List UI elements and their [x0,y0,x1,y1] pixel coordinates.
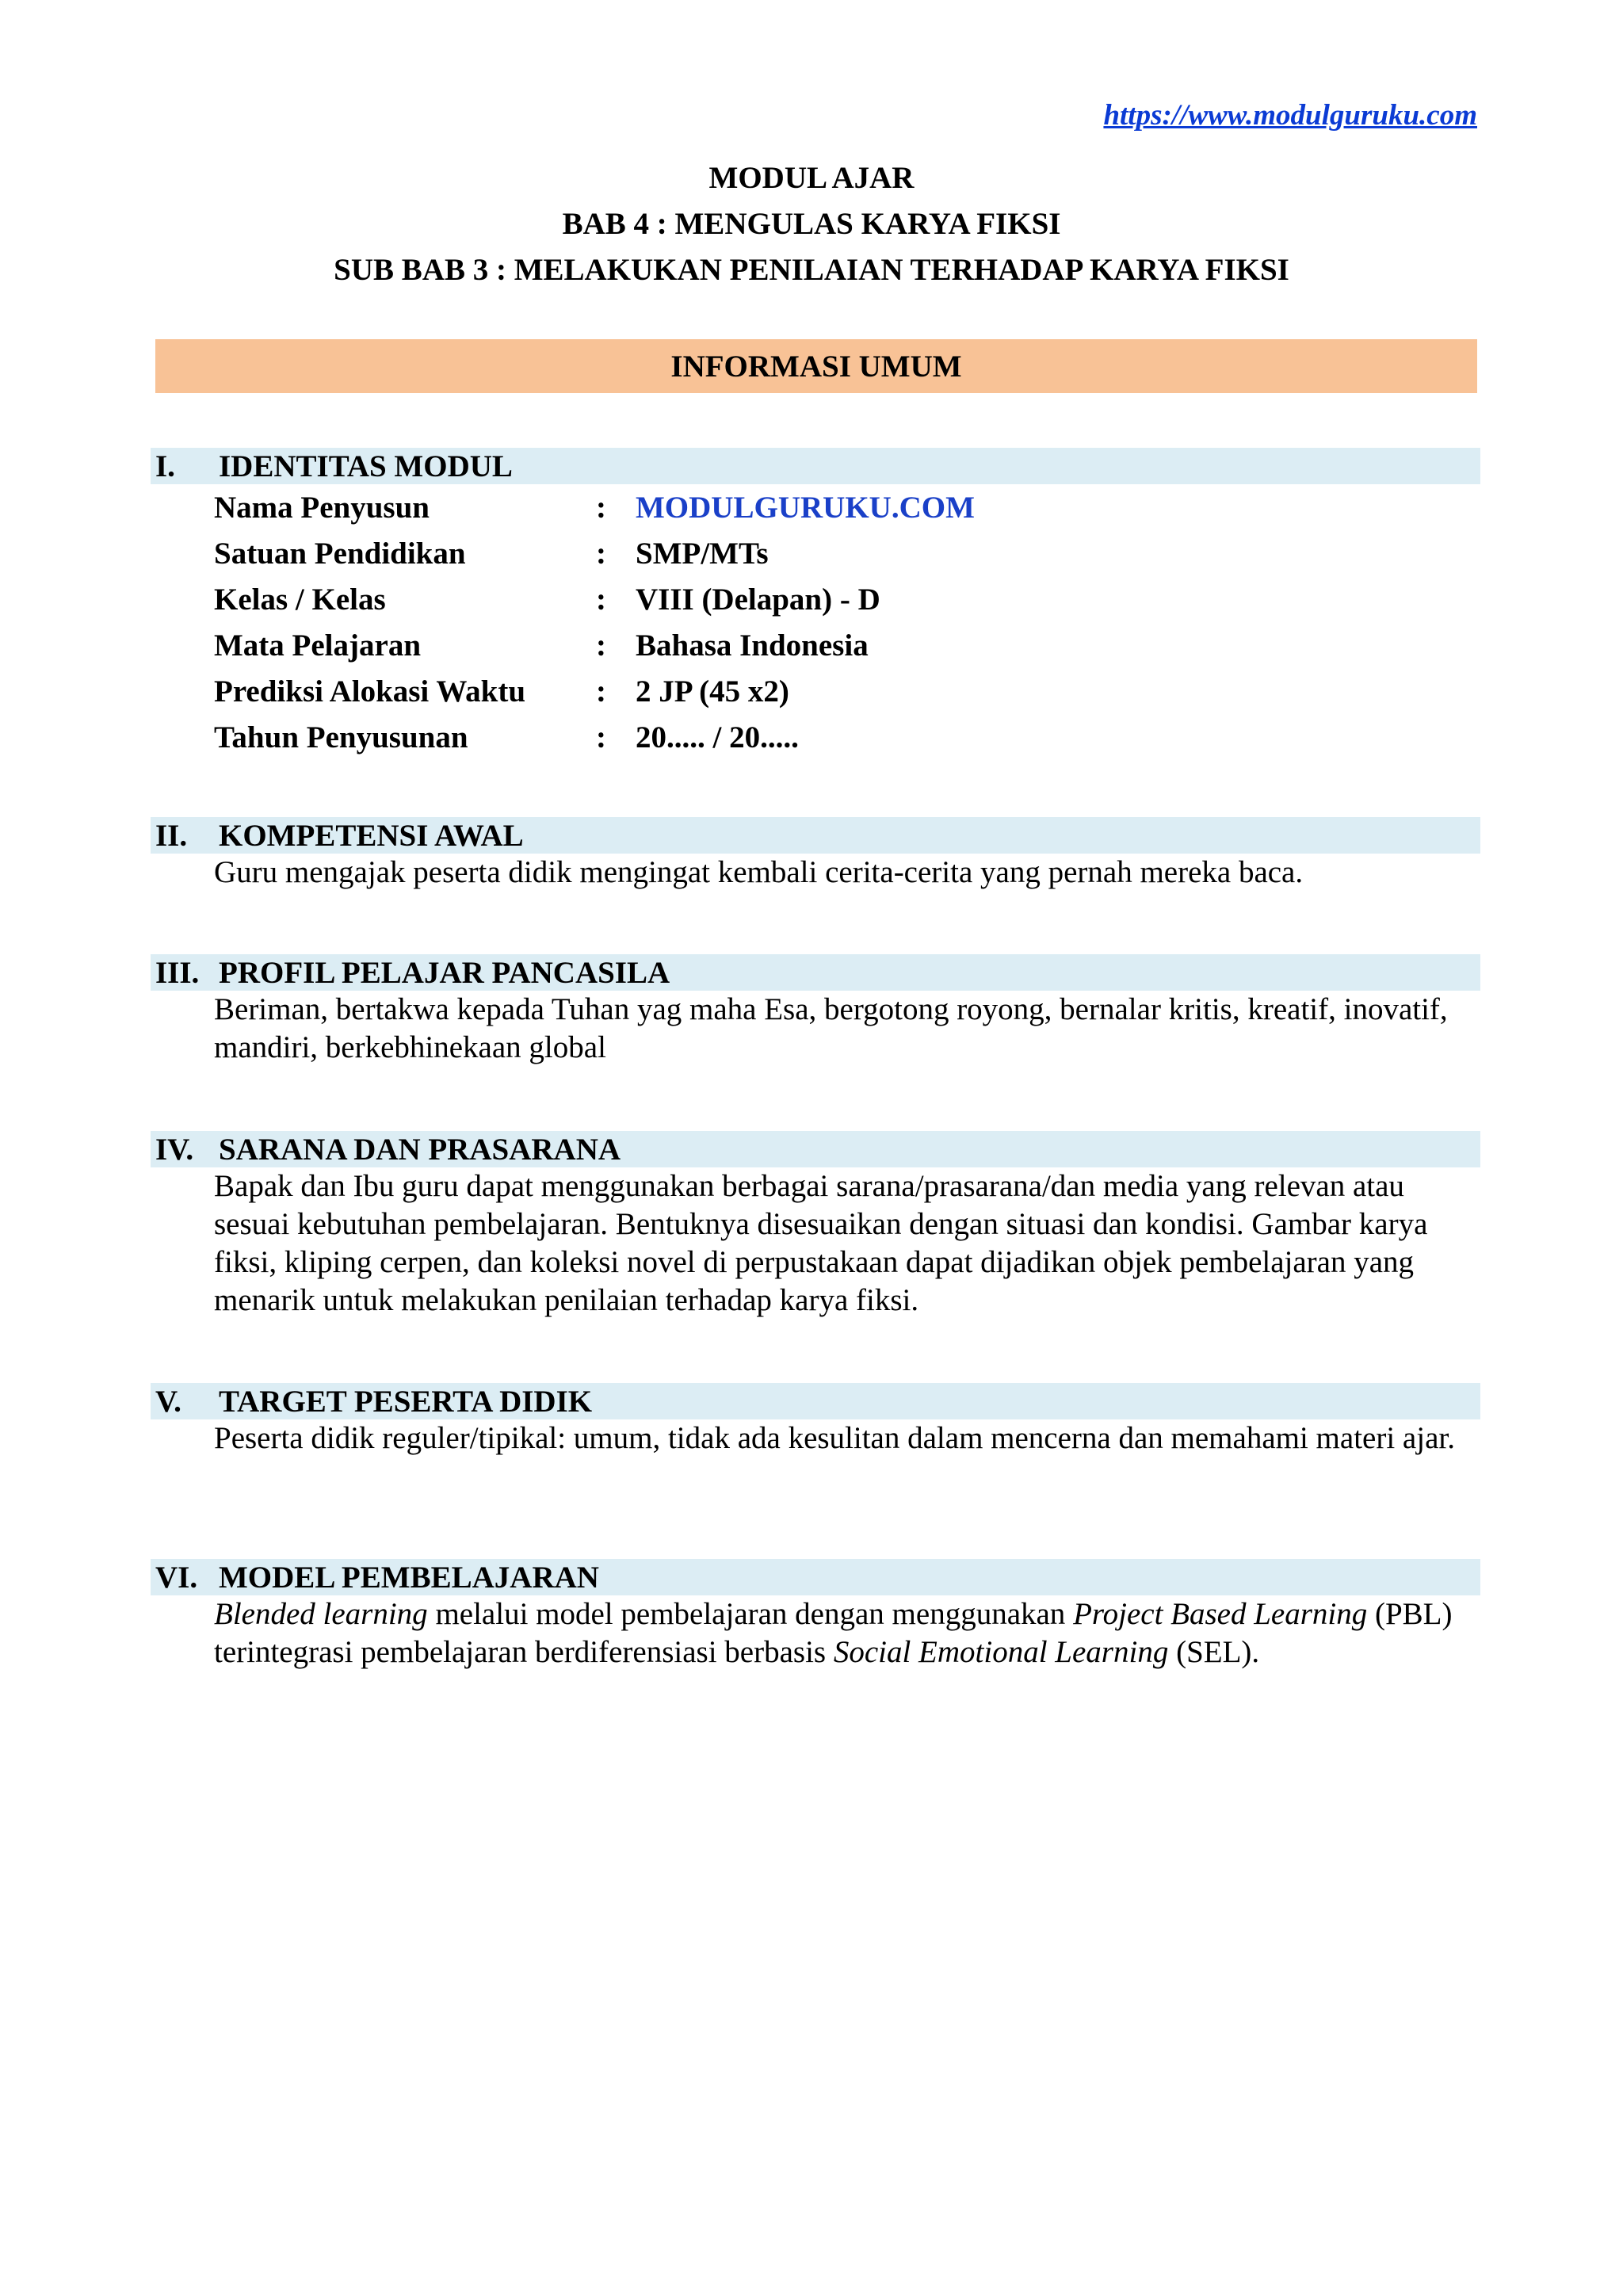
identity-colon: : [596,674,606,709]
section-number: V. [155,1384,181,1419]
identity-value: MODULGURUKU.COM [636,490,975,525]
identity-colon: : [596,582,606,617]
body-fragment: melalui model pembelajaran dengan menggunakan [427,1597,1074,1631]
body-fragment: Blended learning [214,1597,428,1631]
section-profil-pelajar-pancasila [151,954,1480,1067]
body-fragment: (PBL) terintegrasi pembelajaran berdiferensiasi berbasis [214,1597,1453,1669]
identity-colon: : [596,490,606,525]
identity-colon: : [596,536,606,571]
body-fragment: Project Based Learning [1073,1597,1368,1631]
title-line-3: SUB BAB 3 : MELAKUKAN PENILAIAN TERHADAP KARYA FIKSI [334,253,1289,287]
body-fragment: (SEL). [1168,1635,1260,1669]
section-title: PROFIL PELAJAR PANCASILA [219,955,670,990]
section-header [151,1559,1480,1595]
identity-label: Prediksi Alokasi Waktu [214,674,526,709]
informasi-umum-label: INFORMASI UMUM [670,349,962,384]
section-identitas-modul [151,448,1480,760]
section-title: TARGET PESERTA DIDIK [219,1384,593,1419]
identity-value: SMP/MTs [636,536,769,571]
identity-row [214,484,1480,530]
section-body: Peserta didik reguler/tipikal: umum, tidak ada kesulitan dalam mencerna dan memahami materi ajar. [214,1421,1455,1455]
section-header [151,1383,1480,1419]
title-line-2: BAB 4 : MENGULAS KARYA FIKSI [562,207,1061,241]
section-title: SARANA DAN PRASARANA [219,1132,621,1167]
identity-label: Mata Pelajaran [214,628,422,663]
informasi-umum-banner [155,339,1477,393]
section-model-pembelajaran [151,1559,1480,1671]
section-sarana-dan-prasarana [151,1131,1480,1320]
section-header [151,817,1480,854]
identity-row [214,622,1480,668]
identity-row [214,576,1480,622]
section-title: MODEL PEMBELAJARAN [219,1560,599,1595]
section-body: Beriman, bertakwa kepada Tuhan yag maha Esa, bergotong royong, bernalar kritis, kreatif, inovatif, mandiri, berkebhinekaan global [214,992,1448,1064]
section-number: II. [155,818,188,853]
section-number: III. [155,955,200,990]
section-body [214,1595,1480,1671]
section-body: Bapak dan Ibu guru dapat menggunakan berbagai sarana/prasarana/dan media yang relevan atau sesuai kebutuhan pembelajaran. Bentuknya disesuaikan dengan situasi dan kondisi. Gambar karya fiksi, kliping cerpen, dan koleksi novel di perpustakaan dapat dijadikan objek pembelajaran yang menarik untuk melakukan penilaian terhadap karya fiksi. [214,1169,1428,1317]
body-fragment: Social Emotional Learning [833,1635,1169,1669]
section-body: Guru mengajak peserta didik mengingat kembali cerita-cerita yang pernah mereka baca. [214,855,1304,889]
document-title [0,155,1623,293]
identity-value: Bahasa Indonesia [636,628,869,663]
identity-value: VIII (Delapan) - D [636,582,880,617]
title-line-1: MODUL AJAR [708,161,915,195]
identity-colon: : [596,628,606,663]
section-number: I. [155,449,175,483]
identity-row [214,530,1480,576]
identity-label: Tahun Penyusunan [214,720,468,755]
identity-colon: : [596,720,606,755]
section-title: IDENTITAS MODUL [219,449,513,483]
section-header [151,448,1480,484]
section-header [151,954,1480,991]
section-title: KOMPETENSI AWAL [219,818,524,853]
identity-value: 2 JP (45 x2) [636,674,789,709]
section-target-peserta-didik [151,1383,1480,1457]
section-kompetensi-awal [151,817,1480,892]
identity-table [214,484,1480,760]
section-header [151,1131,1480,1167]
website-link[interactable]: https://www.modulguruku.com [1103,99,1477,132]
identity-label: Kelas / Kelas [214,582,386,617]
identity-row [214,714,1480,760]
identity-value: 20..... / 20..... [636,720,799,755]
section-number: VI. [155,1560,198,1595]
identity-label: Nama Penyusun [214,490,430,525]
identity-label: Satuan Pendidikan [214,536,466,571]
identity-row [214,668,1480,714]
section-number: IV. [155,1132,194,1167]
